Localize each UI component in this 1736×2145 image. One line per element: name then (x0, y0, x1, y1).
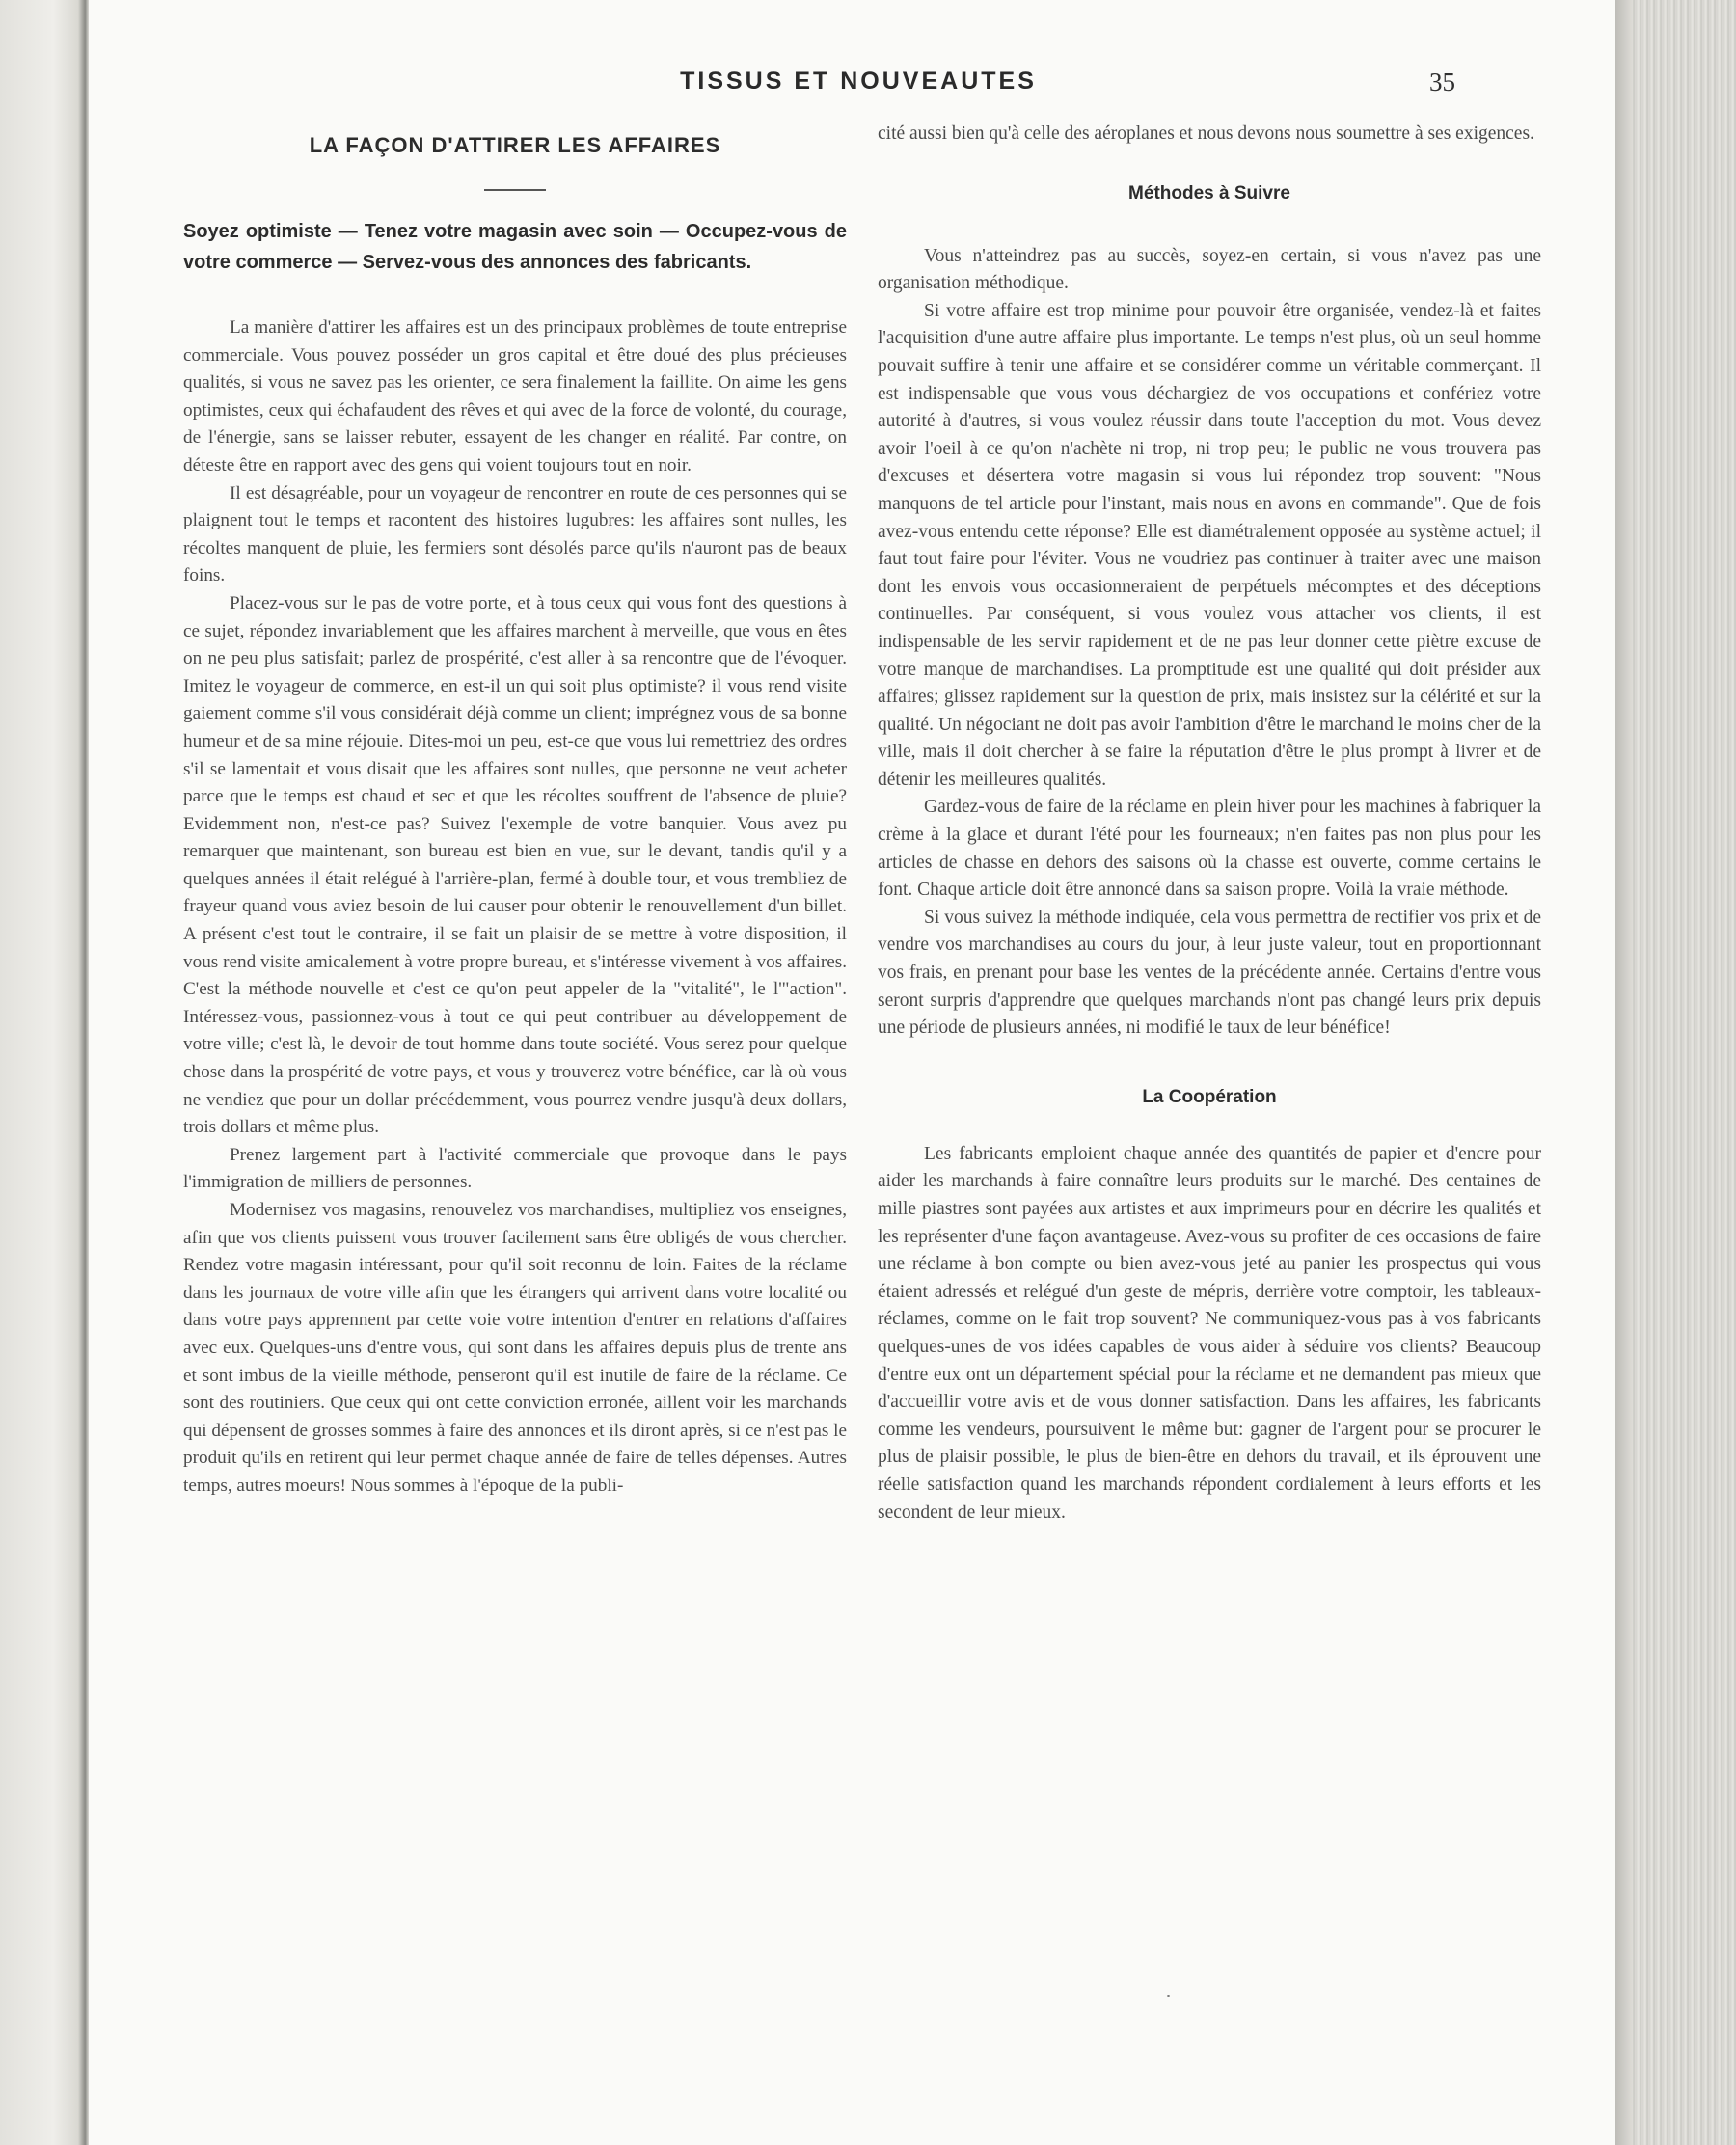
article-deck: Soyez optimiste — Tenez votre magasin avec soin — Occupez-vous de votre commerce — Servez-vous des annonces des fabricants. (183, 221, 847, 273)
article-title: LA FAÇON D'ATTIRER LES AFFAIRES (309, 133, 721, 157)
body-paragraph: Si vous suivez la méthode indiquée, cela vous permettra de rectifier vos prix et de vendre vos marchandises au cours du jour, à leur juste valeur, tout en proportionnant vos frais, en prenant pour base les ventes de la précédente année. Certains d'entre vous seront surpris d'apprendre que quelques marchands n'ont pas changé leurs prix depuis une période de plusieurs années, ni modifié le taux de leur bénéfice! (878, 907, 1541, 1039)
body-paragraph: Il est désagréable, pour un voyageur de rencontrer en route de ces personnes qui se plaignent tout le temps et racontent des histoires lugubres: les affaires sont nulles, les récoltes manquent de pluie, les fermiers sont désolés parce qu'ils n'auront pas de beaux foins. (183, 482, 847, 586)
running-header: TISSUS ET NOUVEAUTES (680, 68, 1037, 95)
section-heading-cooperation: La Coopération (1142, 1086, 1277, 1107)
body-paragraph-continued: cité aussi bien qu'à celle des aéroplanes et nous devons nous soumettre à ses exigences. (878, 123, 1534, 144)
page-number: 35 (1429, 68, 1455, 96)
body-paragraph: Si votre affaire est trop minime pour pouvoir être organisée, vendez-là et faites l'acquisition d'une autre affaire plus importante. Le temps n'est plus, où un seul homme pouvait suffire à tenir une affaire et se considérer comme un véritable commerçant. Il est indispensable que vous vous déchargiez de vos occupations et confériez votre autorité à d'autres, si vous voulez réussir dans toute l'acception du mot. Vous devez avoir l'oeil à ce qu'on n'achète ni trop, ni trop peu; le public ne vous trouvera pas d'excuses et désertera votre magasin si vous lui répondez trop souvent: "Nous manquons de tel article pour l'instant, mais nous en avons en commande". Que de fois avez-vous entendu cette réponse? Elle est diamétralement opposée au système actuel; il faut tout faire pour l'éviter. Vous ne voudriez pas continuer à traiter avec une maison dont les envois vous occasionneraient de perpétuels mécomptes et des déceptions continuelles. Par conséquent, si vous voulez vous attacher vos clients, il est indispensable de les servir rapidement et de ne pas leur donner cette piètre excuse de votre manque de marchandises. La promptitude est une qualité qui doit présider aux affaires; glissez rapidement sur la question de prix, mais insistez sur la célérité et sur la qualité. Un négociant ne doit pas avoir l'ambition d'être le marchand le moins cher de la ville, mais il doit chercher à se faire la réputation d'être le plus prompt à livrer et de détenir les meilleures qualités. (878, 300, 1541, 790)
body-paragraph: Gardez-vous de faire de la réclame en plein hiver pour les machines à fabriquer la crème à la glace et durant l'été pour les fourneaux; n'en faites pas non plus pour les articles de chasse en dehors des saisons où la chasse est ouverte, comme certains le font. Chaque article doit être annoncé dans sa saison propre. Voilà la vraie méthode. (878, 797, 1541, 901)
body-paragraph: Prenez largement part à l'activité commerciale que provoque dans le pays l'immigration de milliers de personnes. (183, 1144, 847, 1193)
left-column (183, 133, 847, 1501)
body-paragraph: La manière d'attirer les affaires est un des principaux problèmes de toute entreprise commerciale. Vous pouvez posséder un gros capital et être doué des plus précieuses qualités, si vous ne savez pas les orienter, ce sera finalement la faillite. On aime les gens optimistes, ceux qui échafaudent des rêves et qui avec de la force de volonté, du courage, de l'énergie, sans se laisser rebuter, essayent de les changer en réalité. Par contre, on déteste être en rapport avec des gens qui voient toujours tout en noir. (183, 317, 847, 475)
title-rule (484, 189, 546, 191)
print-speck (1167, 1995, 1170, 1997)
body-paragraph: Modernisez vos magasins, renouvelez vos marchandises, multipliez vos enseignes, afin que vos clients puissent vous trouver facilement sans être obligés de vous chercher. Rendez votre magasin intéressant, pour qu'il soit reconnu de loin. Faites de la réclame dans les journaux de votre ville afin que les étrangers qui arrivent dans votre localité ou dans votre pays apprennent par cette voie votre intention d'entrer en relations d'affaires avec eux. Quelques-uns d'entre vous, qui sont dans les affaires depuis plus de trente ans et sont imbus de la vieille méthode, penseront qu'il est inutile de faire de la réclame. Ce sont des routiniers. Que ceux qui ont cette conviction erronée, aillent voir les marchands qui dépensent de grosses sommes à faire des annonces et ils diront après, si ce n'est pas le produit qu'ils en retirent qui leur permet chaque année de faire de telles dépenses. Autres temps, autres moeurs! Nous sommes à l'époque de la publi- (183, 1200, 847, 1496)
body-paragraph: Placez-vous sur le pas de votre porte, et à tous ceux qui vous font des questions à ce sujet, répondez invariablement que les affaires marchent à merveille, que vous en êtes on ne peu plus satisfait; parlez de prospérité, c'est aller à sa rencontre que de l'évoquer. Imitez le voyageur de commerce, en est-il un qui soit plus optimiste? il vous rend visite gaiement comme s'il vous considérait déjà comme un client; imprégnez vous de sa bonne humeur et de sa mine réjouie. Dites-moi un peu, est-ce que vous lui remettriez des ordres s'il se lamentait et vous disait que les affaires sont nulles, que personne ne veut acheter parce que le temps est chaud et sec et que les récoltes souffrent de l'absence de pluie? Evidemment non, n'est-ce pas? Suivez l'exemple de votre banquier. Vous avez pu remarquer que maintenant, son bureau est bien en vue, sur le devant, tandis qu'il y a quelques années il était relégué à l'arrière-plan, fermé à double tour, et vous trembliez de frayeur quand vous aviez besoin de lui causer pour obtenir le renouvellement d'un billet. A présent c'est tout le contraire, il se fait un plaisir de se mettre à votre disposition, il vous rend visite amicalement à votre propre bureau, et s'intéresse vivement à vos affaires. C'est la méthode nouvelle et c'est ce qu'on peut appeler de la "vitalité", le l'"action". Intéressez-vous, passionnez-vous à tout ce qui peut contribuer au développement de votre ville; c'est là, le devoir de tout homme dans toute société. Vous serez pour quelque chose dans la prospérité de votre pays, et vous y trouverez votre bénéfice, car là où vous ne vendiez que pour un dollar précédemment, vous pourrez vendre jusqu'à deux dollars, trois dollars et même plus. (183, 592, 847, 1138)
right-column (878, 121, 1541, 1527)
page-edges (1615, 0, 1736, 2145)
body-paragraph: Les fabricants emploient chaque année des quantités de papier et d'encre pour aider les marchands à faire connaître leurs produits sur le marché. Des centaines de mille piastres sont payées aux artistes et aux imprimeurs pour en décrire les qualités et les représenter d'une façon avantageuse. Avez-vous su profiter de ces occasions de faire une réclame à bon compte ou bien avez-vous jeté au panier les prospectus qui vous étaient adressés et relégué d'un geste de mépris, derrière votre comptoir, les tableaux-réclames, comme on le fait trop souvent? Ne communiquez-vous pas à vos fabricants quelques-unes de vos idées capables de vous aider à séduire vos clients? Beaucoup d'entre eux ont un département spécial pour la réclame et ne demandent pas mieux que d'accueillir votre avis et de vous donner satisfaction. Dans les affaires, les fabricants comme les vendeurs, poursuivent le même but: gagner de l'argent pour se procurer le plus de plaisir possible, le plus de bien-être en dehors du travail, et ils éprouvent une réelle satisfaction quand les marchands répondent cordialement à leurs efforts et les secondent de leur mieux. (878, 1143, 1541, 1523)
body-paragraph: Vous n'atteindrez pas au succès, soyez-en certain, si vous n'avez pas une organisation méthodique. (878, 245, 1541, 294)
section-heading-methodes: Méthodes à Suivre (1128, 182, 1290, 204)
book-gutter (0, 0, 89, 2145)
